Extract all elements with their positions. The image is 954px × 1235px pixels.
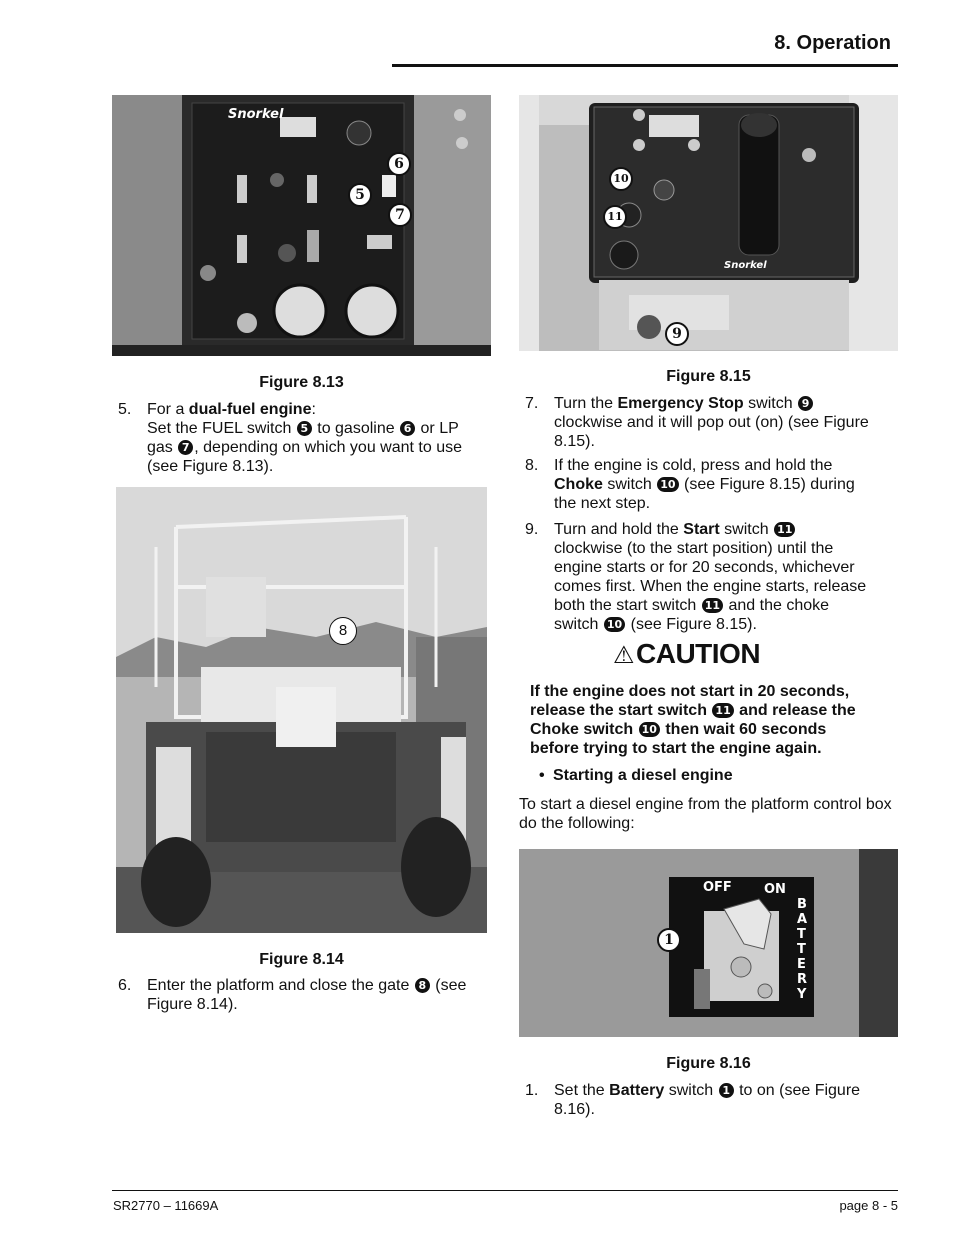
step-text: 8.15). (554, 433, 595, 450)
step-text: 8.16). (554, 1101, 595, 1118)
step-text: For a (147, 401, 189, 418)
step-text: to gasoline (312, 420, 400, 437)
callout-7: 7 (388, 203, 412, 227)
step-number: 7. (525, 395, 539, 412)
callout-9: 9 (665, 322, 689, 346)
step-text: switch (664, 1082, 718, 1099)
callout-1: 1 (657, 928, 681, 952)
step-text: , depending on which you want to use (194, 439, 462, 456)
caution-heading (613, 638, 760, 670)
diesel-bullet-text: Starting a diesel engine (553, 767, 733, 784)
number-8-icon: 8 (415, 978, 430, 993)
step-text: switch (743, 395, 798, 412)
step-text: : (311, 401, 316, 418)
control-panel-image (112, 95, 491, 356)
caution-line: and release the (734, 702, 856, 719)
platform-control-box-image (519, 95, 898, 351)
off-label: OFF (703, 880, 732, 895)
step-text: Turn the (554, 395, 618, 412)
step-text: clockwise and it will pop out (on) (see Figure (554, 414, 869, 431)
step-text: (see Figure 8.15). (626, 616, 757, 633)
step-bold-text: dual-fuel engine (188, 401, 312, 418)
step-text: (see Figure 8.13). (147, 458, 274, 475)
footer-rule (112, 1190, 898, 1191)
scissor-lift-image (116, 487, 487, 933)
callout-10: 10 (609, 167, 633, 191)
footer-page-number: page 8 - 5 (839, 1198, 898, 1213)
step-text: switch (602, 476, 657, 493)
callout-11: 11 (603, 205, 627, 229)
step-bold-text: Start (683, 521, 720, 538)
step-bold-text: Battery (609, 1082, 665, 1099)
figure-8-13-photo (112, 95, 491, 356)
step-number: 5. (118, 401, 132, 418)
step-number: 9. (525, 521, 539, 538)
bullet-icon: • (539, 767, 545, 784)
snorkel-logo: Snorkel (228, 107, 284, 122)
step-text: both the start switch (554, 597, 701, 614)
step-text: or LP (416, 420, 459, 437)
step-text: switch (554, 616, 603, 633)
number-9-icon: 9 (798, 396, 813, 411)
step-number: 8. (525, 457, 539, 474)
step-text: clockwise (to the start position) until the (554, 540, 834, 557)
figure-8-15-photo (519, 95, 898, 351)
caution-title: CAUTION (636, 638, 761, 669)
warning-triangle-icon: ⚠ (613, 642, 635, 669)
battery-switch-image (519, 849, 898, 1037)
step-text: switch (719, 521, 774, 538)
figure-8-16-caption: Figure 8.16 (666, 1055, 751, 1072)
header-rule (392, 64, 898, 67)
step-text: If the engine is cold, press and hold the (554, 457, 833, 474)
snorkel-logo: Snorkel (724, 260, 767, 271)
on-label: ON (764, 882, 786, 897)
step-text: gas (147, 439, 178, 456)
number-11-icon: 11 (712, 703, 733, 718)
step-text: comes first. When the engine starts, release (554, 578, 867, 595)
caution-text (530, 682, 886, 758)
step-text: and the choke (724, 597, 830, 614)
diesel-paragraph: To start a diesel engine from the platform control box do the following: (519, 796, 892, 832)
figure-8-13-caption: Figure 8.13 (259, 374, 344, 391)
step-number: 6. (118, 977, 132, 994)
step-text: Turn and hold the (554, 521, 684, 538)
number-10-icon: 10 (639, 722, 660, 737)
number-10-icon: 10 (604, 617, 625, 632)
step-bold-text: Choke (554, 476, 603, 493)
footer-doc-id: SR2770 – 11669A (113, 1198, 219, 1213)
step-text: (see (430, 977, 467, 994)
step-text: Enter the platform and close the gate (147, 977, 414, 994)
battery-label: BATTERY (797, 897, 808, 1002)
figure-8-15-caption: Figure 8.15 (666, 368, 751, 385)
step-bold-text: Emergency Stop (617, 395, 744, 412)
caution-line: Choke switch (530, 721, 638, 738)
caution-line: before trying to start the engine again. (530, 740, 822, 757)
number-11-icon: 11 (774, 522, 795, 537)
caution-line: then wait 60 seconds (660, 721, 827, 738)
step-number: 1. (525, 1082, 539, 1099)
number-1-icon: 1 (719, 1083, 734, 1098)
step-text: Set the (554, 1082, 610, 1099)
step-text: to on (see Figure (734, 1082, 861, 1099)
caution-line: If the engine does not start in 20 seconds, (530, 683, 850, 700)
step-text: (see Figure 8.15) during (679, 476, 855, 493)
number-5-icon: 5 (297, 421, 312, 436)
number-6-icon: 6 (400, 421, 415, 436)
section-title: 8. Operation (774, 32, 891, 54)
callout-8: 8 (329, 617, 357, 645)
diesel-bullet (539, 767, 733, 785)
callout-6: 6 (387, 152, 411, 176)
step-text: Set the FUEL switch (147, 420, 296, 437)
step-text: Figure 8.14). (147, 996, 238, 1013)
number-10-icon: 10 (657, 477, 678, 492)
figure-8-14-photo (116, 487, 487, 933)
callout-5: 5 (348, 183, 372, 207)
figure-8-14-caption: Figure 8.14 (259, 951, 344, 968)
number-7-icon: 7 (178, 440, 193, 455)
caution-line: release the start switch (530, 702, 712, 719)
step-text: engine starts or for 20 seconds, whichever (554, 559, 855, 576)
step-text: the next step. (554, 495, 651, 512)
figure-8-16-photo (519, 849, 898, 1037)
number-11-icon: 11 (702, 598, 723, 613)
